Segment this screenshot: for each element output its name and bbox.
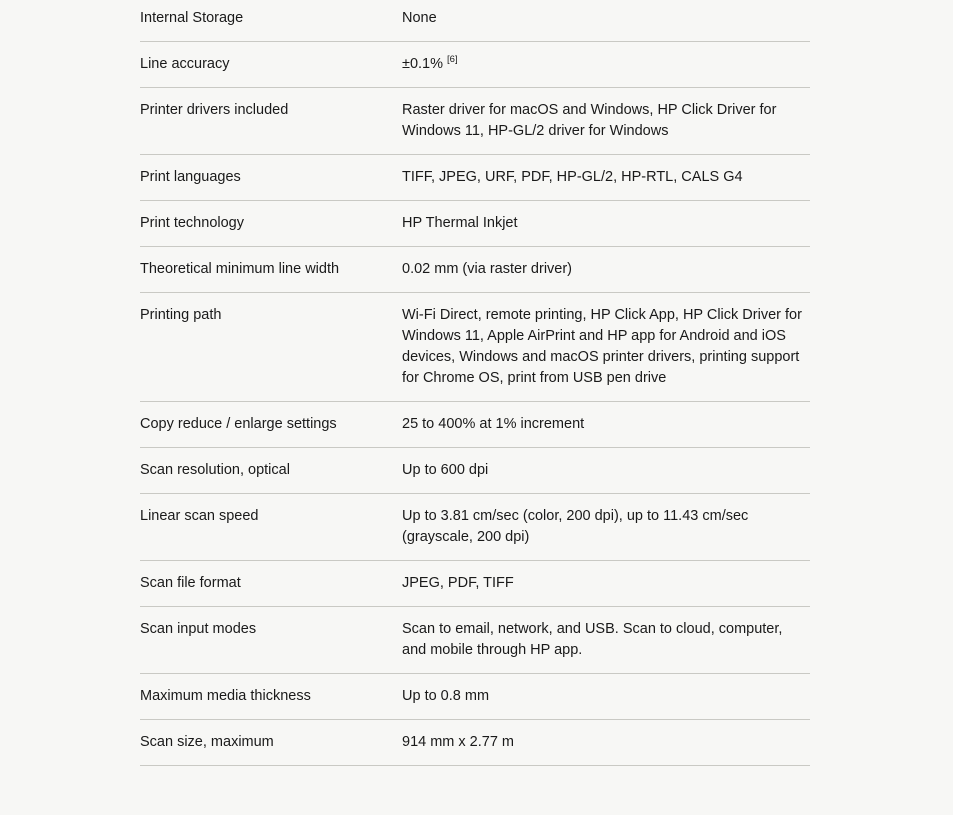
spec-label: Linear scan speed: [140, 508, 259, 524]
spec-value: [402, 686, 802, 707]
spec-value-text: JPEG, PDF, TIFF: [402, 575, 514, 591]
spec-value-text: 0.02 mm (via raster driver): [402, 261, 573, 277]
spec-row: [140, 247, 810, 293]
spec-label: Line accuracy: [140, 56, 230, 72]
spec-value-text: 914 mm x 2.77 m: [402, 734, 515, 750]
spec-value-text: Raster driver for macOS and Windows, HP Click Driver for Windows 11, HP-GL/2 driver for Windows: [402, 102, 777, 139]
spec-value: [402, 619, 802, 661]
spec-value: [402, 732, 802, 753]
spec-value: [402, 213, 802, 234]
spec-row: [140, 42, 810, 88]
spec-row: [140, 0, 810, 42]
spec-label: Print technology: [140, 215, 244, 231]
spec-row: [140, 448, 810, 494]
spec-label: Copy reduce / enlarge settings: [140, 416, 337, 432]
spec-row: [140, 561, 810, 607]
spec-value-text: 25 to 400% at 1% increment: [402, 416, 585, 432]
spec-row: [140, 201, 810, 247]
spec-value-text: Up to 0.8 mm: [402, 688, 490, 704]
spec-label: Internal Storage: [140, 10, 244, 26]
spec-row: [140, 402, 810, 448]
specifications-table: [140, 0, 810, 766]
spec-label: Scan file format: [140, 575, 241, 591]
spec-label: Scan input modes: [140, 621, 257, 637]
spec-value-text: Scan to email, network, and USB. Scan to cloud, computer, and mobile through HP app.: [402, 621, 783, 658]
spec-label: Maximum media thickness: [140, 688, 311, 704]
spec-value-text: Wi-Fi Direct, remote printing, HP Click App, HP Click Driver for Windows 11, Apple AirPrint and HP app for Android and iOS devices, Windows and macOS printer drivers, printing support for Chrome OS, print from USB pen drive: [402, 307, 802, 386]
spec-row: [140, 293, 810, 402]
spec-value: [402, 100, 802, 142]
spec-value: [402, 414, 802, 435]
spec-value: [402, 259, 802, 280]
spec-value: [402, 573, 802, 594]
spec-value-text: TIFF, JPEG, URF, PDF, HP-GL/2, HP-RTL, CALS G4: [402, 169, 743, 185]
spec-value: [402, 506, 802, 548]
spec-value: [402, 305, 802, 389]
spec-value-text: Up to 600 dpi: [402, 462, 489, 478]
spec-value: [402, 8, 802, 29]
spec-value-text: Up to 3.81 cm/sec (color, 200 dpi), up to 11.43 cm/sec (grayscale, 200 dpi): [402, 508, 749, 545]
spec-label: Printer drivers included: [140, 102, 289, 118]
spec-value-text: None: [402, 10, 437, 26]
spec-label: Print languages: [140, 169, 241, 185]
spec-label: Scan resolution, optical: [140, 462, 290, 478]
spec-label: Scan size, maximum: [140, 734, 274, 750]
spec-row: [140, 155, 810, 201]
spec-row: [140, 720, 810, 766]
spec-row: [140, 674, 810, 720]
spec-row: [140, 88, 810, 155]
spec-value: [402, 460, 802, 481]
spec-row: [140, 494, 810, 561]
spec-value-text: ±0.1%: [402, 56, 444, 72]
spec-value-text: HP Thermal Inkjet: [402, 215, 518, 231]
spec-row: [140, 607, 810, 674]
spec-value: [402, 54, 802, 75]
spec-label: Theoretical minimum line width: [140, 261, 340, 277]
footnote-marker[interactable]: [6]: [447, 54, 458, 66]
spec-value: [402, 167, 802, 188]
spec-label: Printing path: [140, 307, 222, 323]
